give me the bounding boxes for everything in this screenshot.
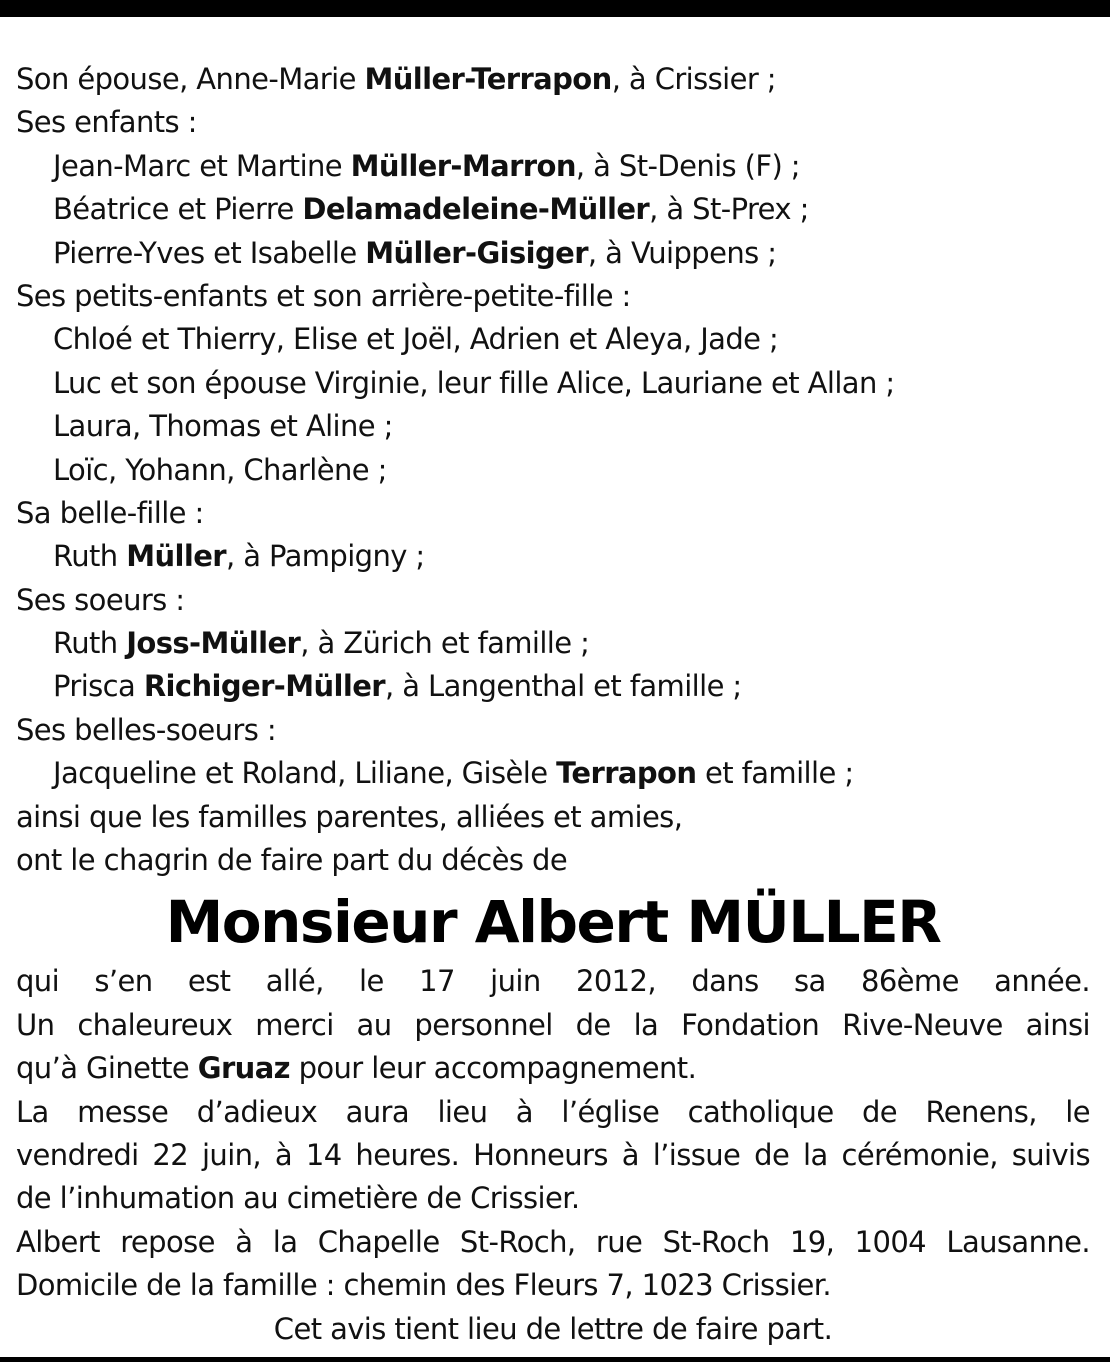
- bottom-border-rule: [0, 1357, 1110, 1362]
- details-line: Un chaleureux merci au personnel de la Fondation Rive-Neuve ainsi: [16, 1007, 1090, 1042]
- details-line: La messe d’adieux aura lieu à l’église catholique de Renens, le: [16, 1094, 1090, 1129]
- sister-line: Prisca Richiger-Müller, à Langenthal et famille ;: [53, 669, 742, 704]
- child-line: Béatrice et Pierre Delamadeleine-Müller, à St-Prex ;: [53, 192, 809, 227]
- obituary-notice: [16, 58, 1090, 1351]
- family-name: Joss-Müller: [126, 626, 301, 661]
- family-name: Gruaz: [197, 1051, 290, 1086]
- family-name: Müller-Marron: [350, 148, 576, 183]
- family-name: Müller-Terrapon: [364, 62, 612, 96]
- grandchildren-line: Chloé et Thierry, Elise et Joël, Adrien et Aleya, Jade ;: [53, 322, 779, 357]
- family-name: Terrapon: [556, 756, 697, 791]
- grandchildren-line: Luc et son épouse Virginie, leur fille Alice, Lauriane et Allan ;: [53, 365, 895, 400]
- family-name: Delamadeleine-Müller: [302, 192, 650, 227]
- sisters-in-law-line: Jacqueline et Roland, Liliane, Gisèle Terrapon et famille ;: [53, 756, 854, 791]
- daughter-in-law-line: Ruth Müller, à Pampigny ;: [53, 539, 425, 574]
- details-line: Domicile de la famille : chemin des Fleurs 7, 1023 Crissier.: [16, 1268, 832, 1303]
- sisters-in-law-heading: Ses belles-soeurs :: [16, 712, 277, 747]
- family-name: Müller: [126, 539, 226, 574]
- family-name: Müller-Gisiger: [365, 235, 588, 270]
- details-line: vendredi 22 juin, à 14 heures. Honneurs à l’issue de la cérémonie, suivis: [16, 1137, 1090, 1172]
- deceased-name-heading: Monsieur Albert MÜLLER: [165, 888, 941, 957]
- wife-line: Son épouse, Anne-Marie Müller-Terrapon, à Crissier ;: [16, 62, 776, 96]
- children-heading: Ses enfants :: [16, 105, 197, 140]
- grandchildren-line: Laura, Thomas et Aline ;: [53, 409, 393, 444]
- details-line: Albert repose à la Chapelle St-Roch, rue St-Roch 19, 1004 Lausanne.: [16, 1224, 1090, 1259]
- announcement-line: ont le chagrin de faire part du décès de: [16, 843, 568, 878]
- sister-line: Ruth Joss-Müller, à Zürich et famille ;: [53, 626, 590, 661]
- relatives-line: ainsi que les familles parentes, alliées et amies,: [16, 799, 683, 834]
- child-line: Pierre-Yves et Isabelle Müller-Gisiger, à Vuippens ;: [53, 235, 777, 270]
- details-line: de l’inhumation au cimetière de Crissier.: [16, 1181, 580, 1216]
- details-line: qui s’en est allé, le 17 juin 2012, dans sa 86ème année.: [16, 964, 1090, 999]
- closing-line: Cet avis tient lieu de lettre de faire part.: [273, 1311, 833, 1346]
- grandchildren-heading: Ses petits-enfants et son arrière-petite-fille :: [16, 278, 631, 313]
- child-line: Jean-Marc et Martine Müller-Marron, à St-Denis (F) ;: [53, 148, 800, 183]
- sisters-heading: Ses soeurs :: [16, 582, 185, 617]
- family-name: Richiger-Müller: [143, 669, 385, 704]
- top-border-rule: [0, 0, 1110, 17]
- daughter-in-law-heading: Sa belle-fille :: [16, 495, 204, 530]
- grandchildren-line: Loïc, Yohann, Charlène ;: [53, 452, 387, 487]
- details-line: qu’à Ginette Gruaz pour leur accompagnement.: [16, 1051, 697, 1086]
